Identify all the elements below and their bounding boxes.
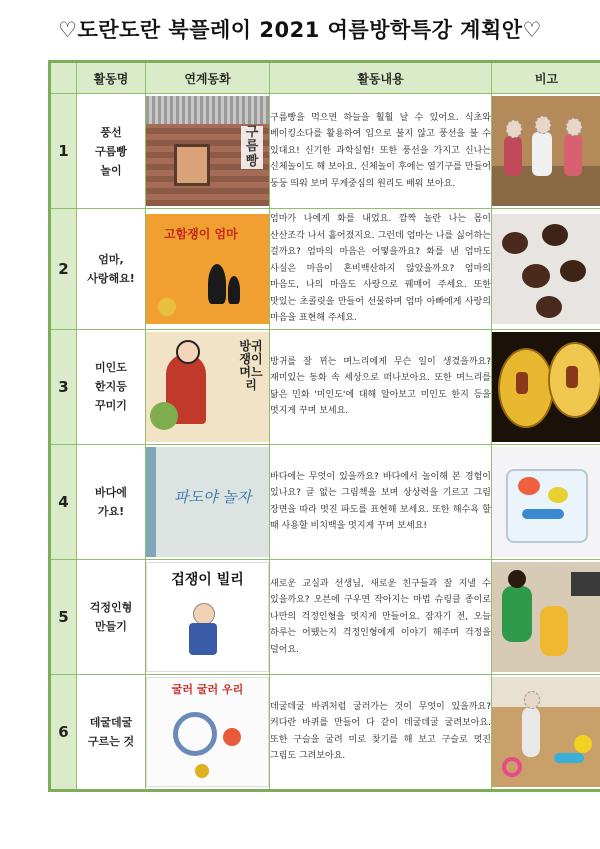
- header-number: [50, 62, 77, 94]
- activity-line: 바다에: [95, 485, 127, 499]
- activity-line: 걱정인형: [89, 600, 133, 614]
- activity-photo: [492, 329, 600, 444]
- activity-name: [77, 444, 146, 559]
- activity-line: 가요!: [97, 504, 125, 518]
- table-header-row: [50, 62, 600, 94]
- book-cover: [146, 674, 270, 790]
- activity-line: 풍선: [100, 125, 122, 139]
- book-cover: [146, 329, 270, 444]
- table-row: [50, 94, 600, 209]
- book-cover: [146, 209, 270, 330]
- header-activity: 활동명: [77, 62, 146, 94]
- row-number: 4: [50, 444, 77, 559]
- book-title: 방귀쟁이 며느리: [239, 338, 263, 393]
- header-note: 비고: [492, 62, 600, 94]
- activity-photo: [492, 209, 600, 330]
- table-row: [50, 674, 600, 790]
- activity-photo: [492, 559, 600, 674]
- book-title: 파도야 놀자: [174, 487, 252, 506]
- activity-line: 한지등: [95, 380, 127, 394]
- table-row: [50, 559, 600, 674]
- book-cover: [146, 559, 270, 674]
- activity-content: 데굴데굴 바퀴처럼 굴러가는 것이 무엇이 있을까요? 커다란 바퀴를 만들어 다 같이 데굴데굴 굴려보아요. 또한 구슬을 굴려 미로 찾기를 해 보고 구슬로 멋진 그림도 그려보아요.: [270, 674, 492, 790]
- activity-name: [77, 209, 146, 330]
- activity-name: [77, 329, 146, 444]
- activity-line: 만들기: [95, 619, 127, 633]
- activity-line: 미인도: [95, 361, 127, 375]
- table-row: [50, 209, 600, 330]
- header-content: 활동내용: [270, 62, 492, 94]
- activity-content: 방귀를 잘 뀌는 며느리에게 무슨 일이 생겼을까요? 재미있는 동화 속 세상으로 떠나보아요. 또한 며느리를 닮은 민화 '미인도'에 대해 알아보고 미인도 한지 등을 멋지게 꾸며 보세요.: [270, 329, 492, 444]
- activity-line: 엄마,: [98, 252, 124, 266]
- header-book: 연계동화: [146, 62, 270, 94]
- activity-line: 놀이: [100, 163, 122, 177]
- activity-photo: [492, 674, 600, 790]
- book-cover: [146, 444, 270, 559]
- activity-content: 구름빵을 먹으면 하늘을 훨훨 날 수 있어요. 식초와 베이킹소다를 활용하여 입으로 불지 않고 풍선을 불 수 있대요! 신기한 과학실험! 또한 풍선을 가지고 신나는 신체놀이도 해 보아요. 신체놀이 후에는 열기구를 만들어 둥둥 띄워 보며 무게중심의 원리도 배워 보아요.: [270, 94, 492, 209]
- activity-content: 새로운 교실과 선생님, 새로운 친구들과 잘 지낼 수 있을까요? 오븐에 구우면 작아지는 마법 슈링클 종이로 나만의 걱정인형을 멋지게 만들어요. 잠자기 전, 오늘 하루는 어땠는지 걱정인형에게 이야기 해주며 걱정을 덜어요.: [270, 559, 492, 674]
- activity-line: 사랑해요!: [87, 271, 135, 285]
- book-cover: [146, 94, 270, 209]
- activity-line: 데굴데굴: [89, 715, 133, 729]
- table-row: [50, 444, 600, 559]
- table-row: [50, 329, 600, 444]
- book-title: 굴러 굴러 우리: [171, 682, 244, 696]
- activity-name: [77, 674, 146, 790]
- activity-content: 엄마가 나에게 화를 내었요. 깜짝 놀란 나는 몸이 산산조각 나서 흩어졌지요. 그런데 엄마는 나를 싫어하는 걸까요? 엄마의 마음은 어떻을까요? 화를 낸 엄마도 사실은 마음이 혼비백산하지 않았을까요? 엄마의 마음도, 나의 마음도 사랑으로 꿰매어 주세요. 또한 맛있는 초콜릿을 만들어 선물하며 엄마 아빠에게 사랑의 마음을 표현해 주세요.: [270, 209, 492, 330]
- book-title: 고함쟁이 엄마: [164, 226, 238, 241]
- book-title: 구름빵: [241, 126, 263, 169]
- activity-photo: [492, 444, 600, 559]
- activity-line: 꾸미기: [95, 399, 127, 413]
- activity-photo: [492, 94, 600, 209]
- page-title: ♡도란도란 북플레이 2021 여름방학특강 계획안♡: [58, 18, 542, 42]
- row-number: 6: [50, 674, 77, 790]
- row-number: 1: [50, 94, 77, 209]
- activity-name: [77, 559, 146, 674]
- row-number: 3: [50, 329, 77, 444]
- row-number: 2: [50, 209, 77, 330]
- book-title: 겁쟁이 빌리: [171, 571, 244, 588]
- activity-line: 구름빵: [95, 144, 127, 158]
- plan-table: [48, 60, 600, 792]
- row-number: 5: [50, 559, 77, 674]
- activity-name: [77, 94, 146, 209]
- activity-content: 바다에는 무엇이 있을까요? 바다에서 놀이해 본 경험이 있나요? 글 없는 그림책을 보며 상상력을 기르고 그림 장면을 따라 멋진 파도를 표현해 보세요. 또한 해수욕 할 때 사용할 비치백을 멋지게 꾸며 보세요!: [270, 444, 492, 559]
- activity-line: 구르는 것: [87, 734, 135, 748]
